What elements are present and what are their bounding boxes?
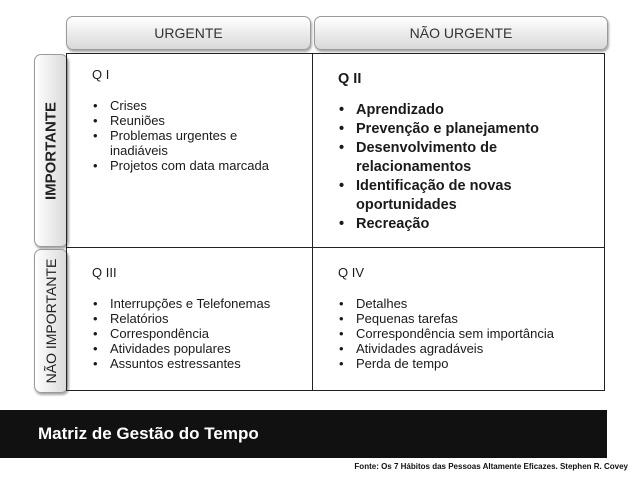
quadrant-list — [92, 98, 297, 173]
quadrant-title: Q IV — [338, 265, 365, 280]
list-item: • Atividades populares — [110, 341, 297, 356]
list-item: • Reuniões — [110, 113, 297, 128]
side-not-important-label: NÃO IMPORTANTE — [43, 258, 59, 384]
list-item: • Aprendizado — [356, 101, 598, 120]
list-item: • Pequenas tarefas — [356, 311, 600, 326]
list-item: • Recreação — [356, 215, 598, 234]
list-item: • Detalhes — [356, 296, 600, 311]
side-important — [34, 54, 68, 247]
grid-vertical-divider — [312, 54, 313, 390]
quadrant-4 — [338, 265, 600, 371]
footer-title: Matriz de Gestão do Tempo — [38, 424, 259, 443]
source-citation: Fonte: Os 7 Hábitos das Pessoas Altamente Eficazes. Stephen R. Covey — [354, 462, 628, 471]
list-item: • Prevenção e planejamento — [356, 120, 598, 139]
quadrant-title: Q II — [338, 71, 362, 87]
quadrant-list — [338, 296, 600, 371]
list-item: • Assuntos estressantes — [110, 356, 297, 371]
list-item: • Problemas urgentes e inadiáveis — [110, 128, 297, 158]
quadrant-title: Q III — [92, 265, 117, 280]
list-item: • Correspondência sem importância — [356, 326, 600, 341]
side-important-label: IMPORTANTE — [42, 101, 60, 200]
list-item: • Crises — [110, 98, 297, 113]
list-item: • Identificação de novas oportunidades — [356, 177, 598, 215]
quadrant-1 — [92, 67, 297, 173]
quadrant-list — [92, 296, 297, 371]
list-item: • Perda de tempo — [356, 356, 600, 371]
grid-horizontal-divider — [67, 247, 604, 248]
quadrant-title: Q I — [92, 67, 110, 82]
list-item: • Projetos com data marcada — [110, 158, 297, 173]
header-urgent-label: URGENTE — [154, 25, 223, 41]
header-urgent — [66, 16, 311, 50]
list-item: • Correspondência — [110, 326, 297, 341]
list-item: • Interrupções e Telefonemas — [110, 296, 297, 311]
list-item: • Atividades agradáveis — [356, 341, 600, 356]
quadrant-2 — [338, 70, 598, 234]
quadrant-list — [338, 101, 598, 234]
list-item: • Relatórios — [110, 311, 297, 326]
header-not-urgent — [314, 16, 608, 50]
header-not-urgent-label: NÃO URGENTE — [409, 25, 513, 41]
side-not-important — [34, 249, 68, 393]
list-item: • Desenvolvimento de relacionamentos — [356, 139, 598, 177]
quadrant-3 — [92, 265, 297, 371]
